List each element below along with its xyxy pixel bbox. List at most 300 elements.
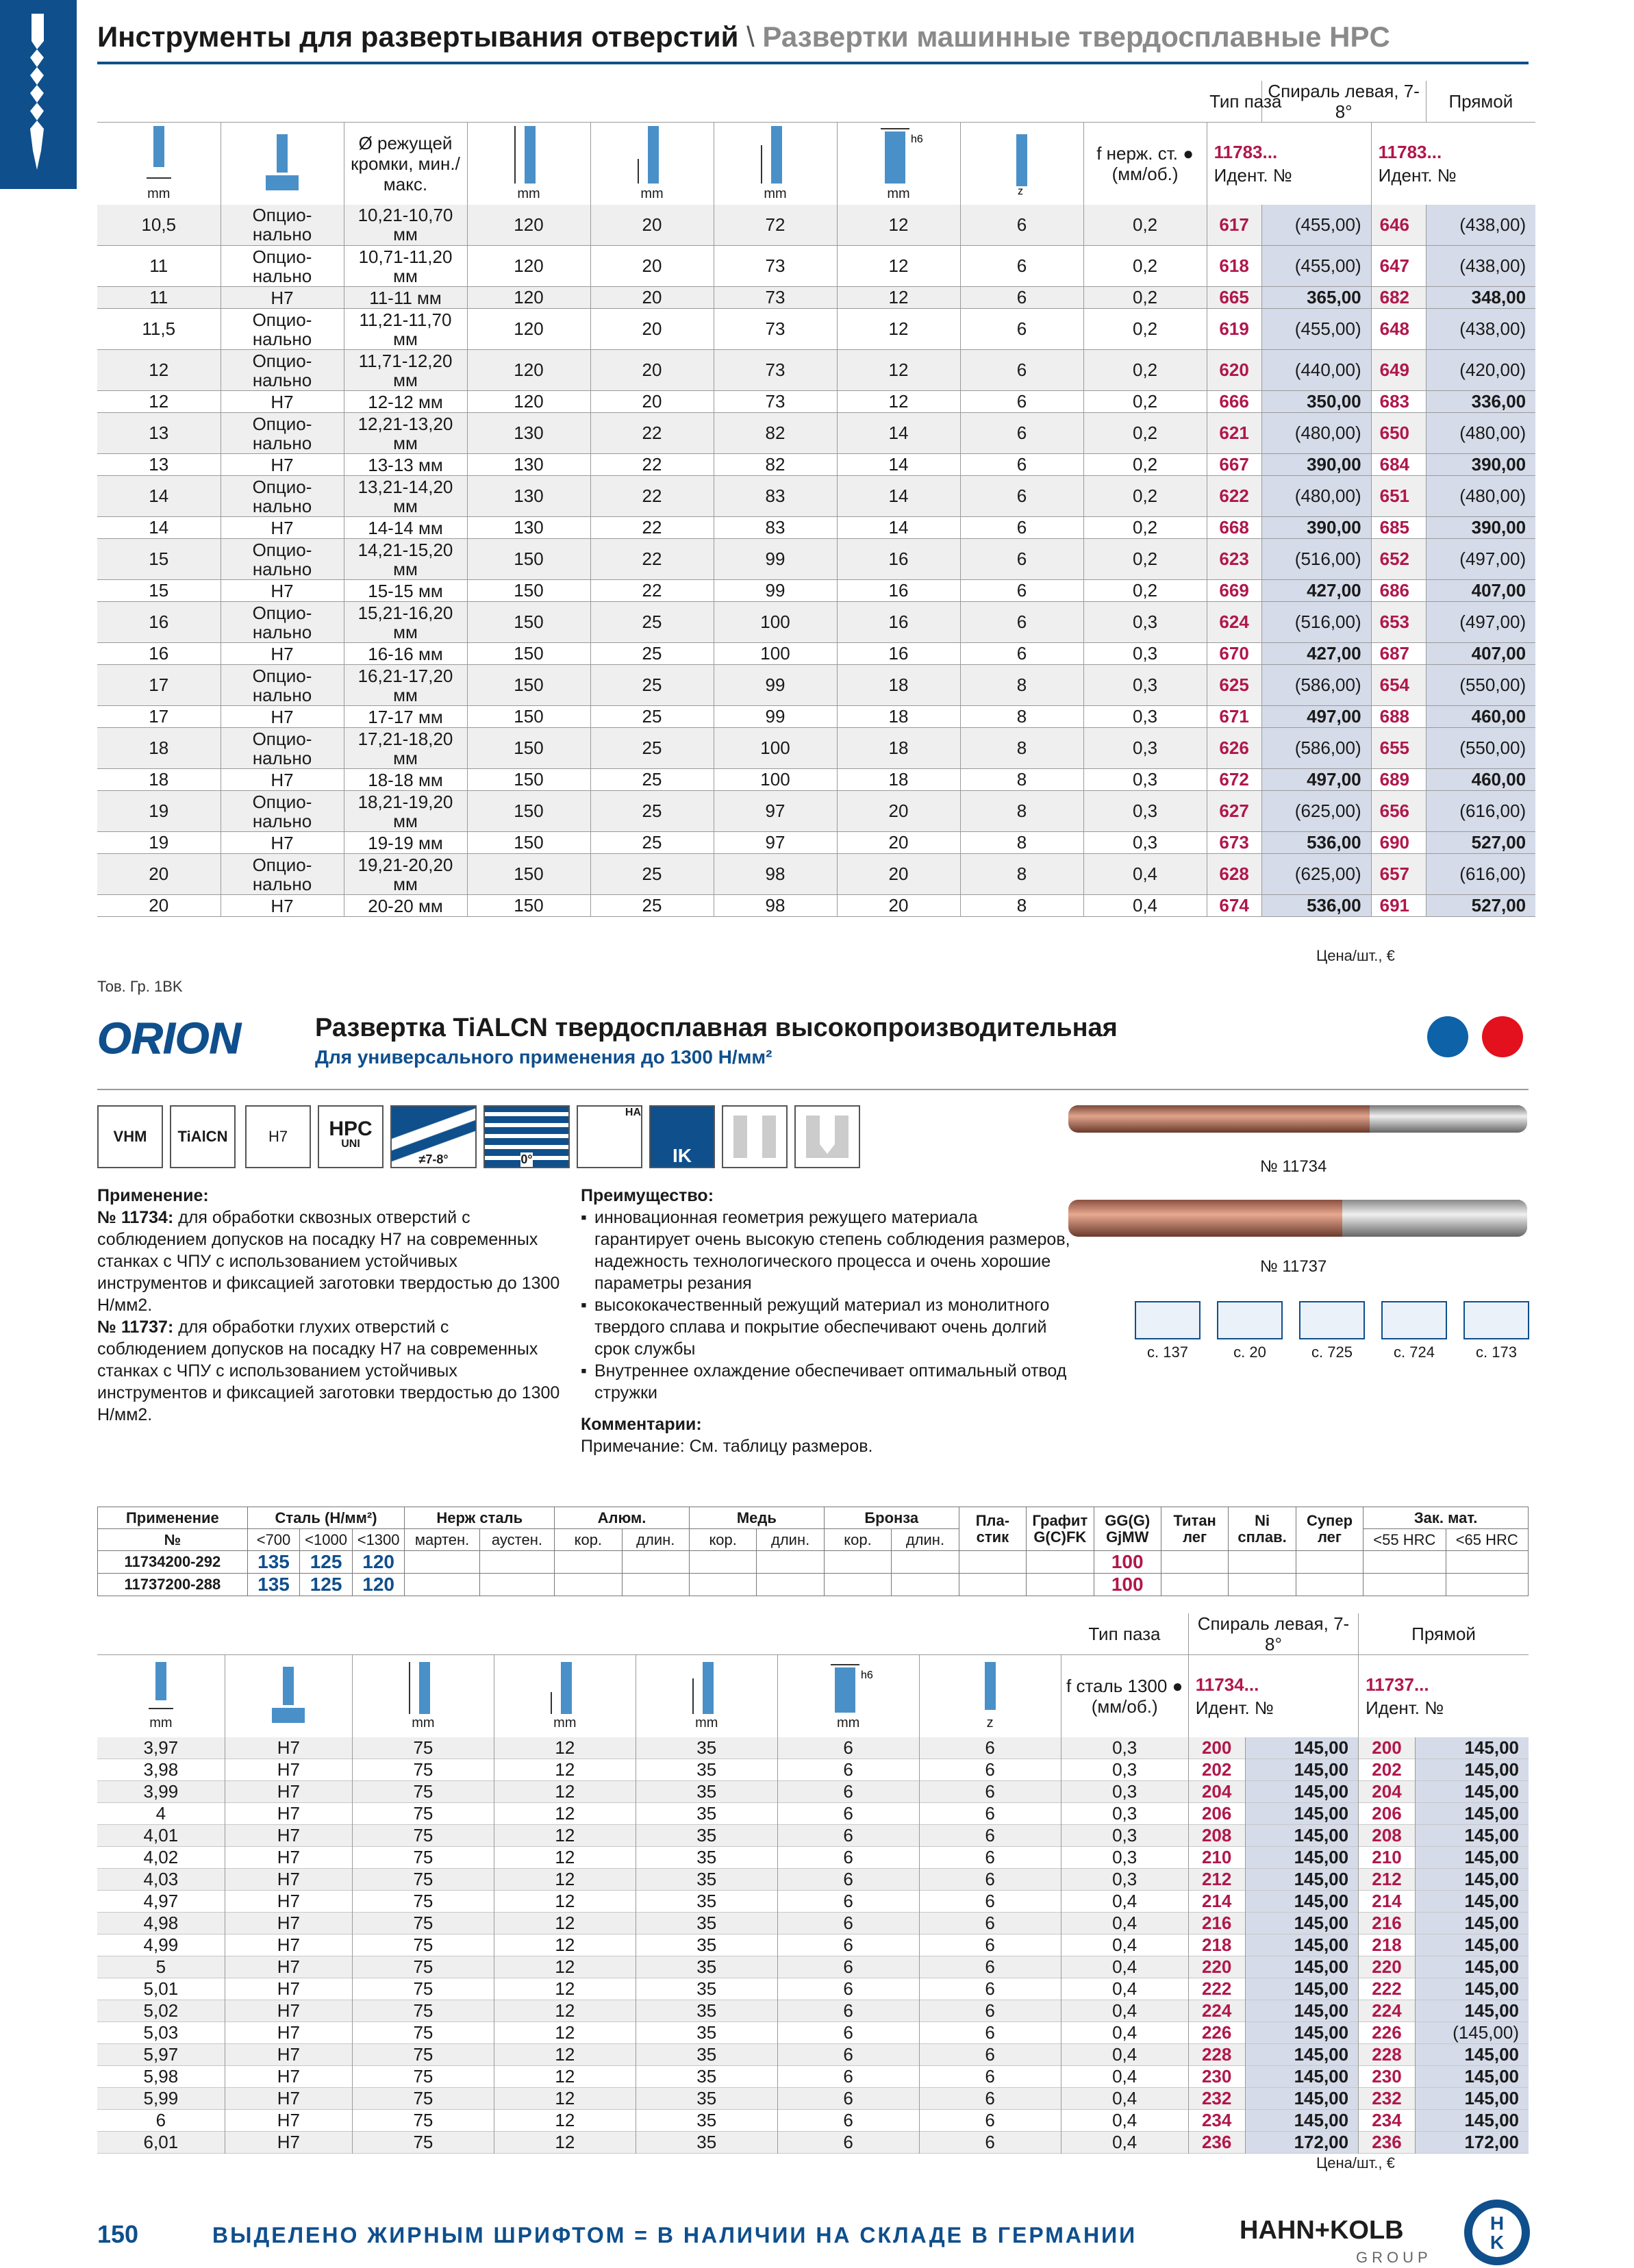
cell-shank-length: 99 [714, 706, 837, 728]
advantage-item: ▪ высококачественный режущий материал из монолитного твердого сплава и покрытие обеспечивают очень долгий срок службы [581, 1294, 1074, 1360]
cell-tolerance: H7 [225, 1978, 352, 2000]
cell-shank-diameter: 20 [837, 791, 960, 832]
cell-feed: 0,4 [1061, 2088, 1188, 2110]
cell-cut-length: 25 [590, 832, 714, 854]
cell-diameter: 4,98 [97, 1913, 225, 1935]
cell-feed: 0,3 [1061, 1869, 1188, 1891]
cell-cut-length: 12 [494, 1891, 636, 1913]
cell-diameter: 4,03 [97, 1869, 225, 1891]
cell-diameter: 15 [97, 539, 221, 580]
ident-left-prefix-3: 11734... [1195, 1674, 1259, 1695]
cell-shank-length: 73 [714, 391, 837, 413]
cell-price-left: 390,00 [1261, 454, 1371, 476]
cell-shank-diameter: 6 [777, 1891, 919, 1913]
cell-price-right: 172,00 [1415, 2132, 1529, 2154]
cell-diameter: 11 [97, 287, 221, 309]
cell-shank-length: 73 [714, 246, 837, 287]
cell-ident-left: 667 [1207, 454, 1261, 476]
cell-shank-length: 98 [714, 854, 837, 895]
cell-total-length: 130 [467, 476, 590, 517]
cell-cut-length: 20 [590, 350, 714, 391]
cell-diameter: 11 [149, 255, 168, 276]
application-heading: Применение: [97, 1186, 209, 1205]
cell-total-length: 150 [467, 791, 590, 832]
cell-range: 14-14 мм [344, 517, 467, 539]
footer-slogan: ВЫДЕЛЕНО ЖИРНЫМ ШРИФТОМ = В НАЛИЧИИ НА СКЛАДЕ В ГЕРМАНИИ [212, 2223, 1137, 2247]
feature-h7 [245, 1105, 311, 1168]
cell-range: 16-16 мм [344, 643, 467, 665]
cell-teeth: 6 [919, 1978, 1061, 2000]
mat-h-gg: GG(G) GjMW [1094, 1507, 1161, 1551]
col-feed-3: f сталь 1300 ● (мм/об.) [1061, 1655, 1188, 1737]
mat-steel-1000: 125 [300, 1574, 353, 1596]
cell-tolerance: Опцио-нально [221, 309, 344, 350]
cell-price-left: (625,00) [1261, 791, 1371, 832]
cell-total-length: 150 [467, 895, 590, 917]
cell-range: 18-18 мм [344, 769, 467, 791]
mat-steel-1300: 120 [352, 1551, 405, 1574]
cell-teeth: 6 [960, 580, 1083, 602]
table-row [97, 1956, 1529, 1978]
cell-ident-left: 620 [1207, 350, 1261, 391]
unit-mm: mm [149, 1715, 173, 1731]
cell-shank-diameter: 6 [777, 2110, 919, 2132]
cut-length-icon-cell [590, 123, 714, 205]
cell-cut-length: 22 [590, 580, 714, 602]
cell-ident-right: 687 [1371, 643, 1426, 665]
cell-price-left: 145,00 [1245, 1759, 1359, 1781]
cell-diameter: 17 [149, 706, 169, 727]
cell-total-length: 75 [352, 2044, 494, 2066]
cell-shank-length: 73 [714, 287, 837, 309]
cell-shank-diameter: 6 [777, 2132, 919, 2154]
mat-sub: <700 [247, 1529, 300, 1551]
cut-length-icon [631, 125, 673, 186]
cell-cut-length: 12 [494, 1913, 636, 1935]
tolerance-icon-cell-3 [225, 1655, 352, 1737]
cell-tolerance: H7 [221, 769, 344, 791]
cell-total-length: 75 [352, 1978, 494, 2000]
cell-cut-length: 12 [494, 1935, 636, 1956]
cell-shank-length: 100 [714, 728, 837, 769]
cell-total-length: 75 [352, 2000, 494, 2022]
cell-shank-diameter: 16 [837, 643, 960, 665]
cell-diameter: 18 [97, 728, 221, 769]
table-row [97, 665, 1535, 706]
ref-info[interactable] [1130, 1301, 1205, 1361]
cell-shank-length: 97 [714, 832, 837, 854]
cell-tolerance: H7 [221, 832, 344, 854]
cell-shank-diameter: 18 [837, 728, 960, 769]
cell-ident-left: 626 [1207, 728, 1261, 769]
cell-shank-diameter: 6 [777, 1913, 919, 1935]
cell-ident-left: 210 [1188, 1847, 1245, 1869]
cell-ident-right: 688 [1371, 706, 1426, 728]
cell-feed: 0,3 [1061, 1847, 1188, 1869]
unit-mm: mm [887, 186, 910, 202]
cell-ident-left: 236 [1188, 2132, 1245, 2154]
cell-feed: 0,2 [1083, 454, 1207, 476]
cell-diameter: 5,03 [143, 2022, 179, 2043]
cell-ident-right: 657 [1371, 854, 1426, 895]
tool-shank-11734 [1370, 1105, 1527, 1133]
cell-price-left: (455,00) [1261, 309, 1371, 350]
cell-shank-length: 35 [636, 2022, 777, 2044]
cell-ident-right: 686 [1371, 580, 1426, 602]
cell-feed: 0,2 [1083, 309, 1207, 350]
cell-feed: 0,4 [1083, 895, 1207, 917]
cell-teeth: 6 [919, 2132, 1061, 2154]
cell-diameter: 20 [149, 895, 169, 916]
cell-tolerance: Опцио-нально [221, 791, 344, 832]
cell-price-left: (586,00) [1261, 665, 1371, 706]
cell-price-left: 145,00 [1245, 1913, 1359, 1935]
col-ident-left [1207, 123, 1371, 205]
feature-hpc [318, 1105, 384, 1168]
cell-ident-right: 652 [1371, 539, 1426, 580]
cell-price-right: (145,00) [1415, 2022, 1529, 2044]
cell-total-length: 150 [467, 539, 590, 580]
cell-shank-length: 83 [714, 517, 837, 539]
cell-price-left: 427,00 [1261, 643, 1371, 665]
ref-cutting-data[interactable] [1459, 1301, 1534, 1361]
table-row [97, 1737, 1529, 1759]
cell-tolerance: H7 [225, 1759, 352, 1781]
cell-teeth: 6 [919, 1847, 1061, 1869]
mat-sub: кор. [689, 1529, 756, 1551]
app1-number: № 11734: [97, 1208, 174, 1227]
cell-range: 17,21-18,20 мм [344, 728, 467, 769]
cell-price-right: 145,00 [1415, 1891, 1529, 1913]
title-separator: \ [746, 21, 755, 53]
holder-icon [1299, 1301, 1365, 1339]
col-ident-left-3 [1188, 1655, 1358, 1737]
table-row [97, 1781, 1529, 1803]
cell-shank-diameter: 18 [837, 769, 960, 791]
col-left-spiral: Спираль левая, 7-8° [1261, 81, 1426, 123]
cell-shank-length: 35 [636, 2088, 777, 2110]
reamer-diameter-icon [145, 125, 173, 186]
cell-total-length: 75 [352, 1737, 494, 1759]
comments-text: Примечание: См. таблицу размеров. [581, 1437, 873, 1456]
page-title [97, 16, 1529, 58]
cell-shank-length: 73 [714, 350, 837, 391]
cell-teeth: 6 [919, 2066, 1061, 2088]
title-main: Инструменты для развертывания отверстий [97, 21, 739, 53]
cell-teeth: 6 [960, 309, 1083, 350]
cell-shank-diameter: 12 [837, 246, 960, 287]
mat-sub: кор. [555, 1529, 622, 1551]
section-tab [0, 0, 77, 189]
cell-ident-right: 651 [1371, 476, 1426, 517]
ref-holder-1-page: с. 725 [1311, 1344, 1353, 1361]
cell-ident-right: 684 [1371, 454, 1426, 476]
cell-shank-length: 35 [636, 2000, 777, 2022]
svg-text:h6: h6 [860, 1670, 873, 1682]
cell-price-right: (550,00) [1426, 728, 1535, 769]
cell-ident-right: 226 [1359, 2022, 1416, 2044]
cell-diameter: 3,99 [97, 1781, 225, 1803]
cell-teeth: 6 [960, 391, 1083, 413]
cell-cut-length: 12 [494, 2132, 636, 2154]
cell-price-right: 527,00 [1426, 832, 1535, 854]
table-row [97, 1978, 1529, 2000]
blind-hole-icon [803, 1113, 851, 1161]
materials-row [98, 1574, 1529, 1596]
mat-steel-700: 135 [247, 1551, 300, 1574]
table-row [97, 2000, 1529, 2022]
ident-right-prefix: 11783... [1378, 141, 1442, 162]
cell-ident-left: 627 [1207, 791, 1261, 832]
ident-left-prefix: 11783... [1214, 141, 1278, 162]
table-row [97, 580, 1535, 602]
cell-total-length: 150 [467, 769, 590, 791]
svg-text:K: K [1490, 2232, 1505, 2253]
cell-shank-length: 72 [714, 205, 837, 246]
cell-price-right: 145,00 [1415, 1737, 1529, 1759]
feature-ha-label: HA [625, 1107, 641, 1118]
goods-group: Тов. Гр. 1BK [97, 978, 183, 995]
cell-cut-length: 22 [590, 517, 714, 539]
cell-diameter: 13 [97, 413, 221, 454]
cell-range: 19-19 мм [344, 832, 467, 854]
cell-teeth: 6 [960, 350, 1083, 391]
shank-diameter-icon-cell-3 [777, 1655, 919, 1737]
mat-sub: кор. [824, 1529, 891, 1551]
cell-ident-right: 646 [1371, 205, 1426, 246]
cell-range: 20-20 мм [344, 895, 467, 917]
teeth-count-icon [1008, 133, 1035, 197]
cell-shank-length: 99 [714, 580, 837, 602]
cell-ident-left: 670 [1207, 643, 1261, 665]
feature-internal-cooling [649, 1105, 715, 1168]
cell-shank-length: 98 [714, 895, 837, 917]
ref-holder-2[interactable] [1377, 1301, 1452, 1361]
cell-feed: 0,3 [1083, 665, 1207, 706]
cell-cut-length: 20 [590, 309, 714, 350]
cell-price-right: (480,00) [1426, 413, 1535, 454]
cell-teeth: 8 [960, 706, 1083, 728]
cell-ident-left: 621 [1207, 413, 1261, 454]
unit-mm: mm [553, 1715, 577, 1731]
cell-diameter: 17 [97, 665, 221, 706]
cell-shank-diameter: 16 [837, 580, 960, 602]
mat-row-no: 11737200-288 [98, 1574, 248, 1596]
cell-ident-left: 208 [1188, 1825, 1245, 1847]
cell-diameter: 6 [155, 2110, 166, 2130]
shank-h6-icon [871, 125, 926, 186]
cell-diameter: 5,02 [97, 2000, 225, 2022]
cell-shank-length: 100 [714, 643, 837, 665]
cell-total-length: 150 [467, 728, 590, 769]
cell-cut-length: 12 [494, 1978, 636, 2000]
cell-price-right: 145,00 [1415, 1847, 1529, 1869]
mat-sub: <1000 [300, 1529, 353, 1551]
cell-total-length: 120 [467, 350, 590, 391]
cell-cut-length: 22 [590, 454, 714, 476]
cell-range: 19,21-20,20 мм [344, 854, 467, 895]
cell-diameter: 4,01 [97, 1825, 225, 1847]
cell-teeth: 6 [960, 205, 1083, 246]
ref-holder-1[interactable] [1294, 1301, 1370, 1361]
shank-length-icon [686, 1661, 727, 1715]
brand-sub: GROUP [1356, 2249, 1432, 2266]
cell-cut-length: 12 [494, 2044, 636, 2066]
cell-teeth: 6 [960, 287, 1083, 309]
cell-teeth: 6 [919, 2110, 1061, 2132]
unit-z: z [986, 1715, 994, 1731]
table-row [97, 2066, 1529, 2088]
cell-diameter: 16 [97, 602, 221, 643]
cell-price-left: 145,00 [1245, 2022, 1359, 2044]
cell-tolerance: H7 [225, 1803, 352, 1825]
cell-price-right: (438,00) [1426, 205, 1535, 246]
cell-price-right: 145,00 [1415, 1913, 1529, 1935]
cell-cut-length: 12 [494, 1825, 636, 1847]
cell-ident-left: 623 [1207, 539, 1261, 580]
cell-shank-length: 99 [714, 665, 837, 706]
table-row [97, 832, 1535, 854]
cell-cut-length: 12 [494, 1847, 636, 1869]
cell-diameter: 5,98 [143, 2066, 179, 2087]
cell-price-right: 145,00 [1415, 2088, 1529, 2110]
shank-h6-icon [821, 1661, 876, 1715]
cell-ident-right: 220 [1359, 1956, 1416, 1978]
cell-shank-diameter: 16 [837, 539, 960, 580]
cell-range: 10,71-11,20 мм [344, 246, 467, 287]
cell-diameter: 5,97 [97, 2044, 225, 2066]
cell-ident-left: 665 [1207, 287, 1261, 309]
cell-teeth: 6 [960, 454, 1083, 476]
cell-feed: 0,2 [1083, 205, 1207, 246]
holder-alt-icon [1381, 1301, 1447, 1339]
cell-price-right: 145,00 [1415, 2044, 1529, 2066]
cell-price-right: 145,00 [1415, 1935, 1529, 1956]
ref-drill[interactable] [1212, 1301, 1287, 1361]
cell-shank-length: 35 [636, 1781, 777, 1803]
cell-tolerance: H7 [225, 1956, 352, 1978]
cell-diameter: 18 [149, 769, 169, 790]
cell-ident-left: 230 [1188, 2066, 1245, 2088]
cell-price-right: 145,00 [1415, 1759, 1529, 1781]
material-dot-blue [1427, 1016, 1468, 1057]
cell-price-left: 497,00 [1261, 769, 1371, 791]
cell-feed: 0,4 [1061, 1956, 1188, 1978]
cell-teeth: 6 [960, 643, 1083, 665]
cell-price-left: 145,00 [1245, 1869, 1359, 1891]
cell-ident-right: 689 [1371, 769, 1426, 791]
cell-ident-right: 690 [1371, 832, 1426, 854]
cell-price-right: 145,00 [1415, 1956, 1529, 1978]
cell-shank-diameter: 6 [777, 1759, 919, 1781]
cell-price-left: 350,00 [1261, 391, 1371, 413]
cell-total-length: 150 [467, 602, 590, 643]
cell-cut-length: 12 [494, 1781, 636, 1803]
cell-tolerance: H7 [221, 517, 344, 539]
cell-ident-left: 666 [1207, 391, 1261, 413]
mat-gg-value: 100 [1094, 1574, 1161, 1596]
cell-range: 10,21-10,70 мм [344, 205, 467, 246]
cell-ident-right: 650 [1371, 413, 1426, 454]
cell-cut-length: 20 [590, 391, 714, 413]
cutting-data-icon [1463, 1301, 1529, 1339]
col-cut-diameter: Ø режущей кромки, мин./макс. [344, 123, 467, 205]
cell-tolerance: Опцио-нально [221, 539, 344, 580]
cell-tolerance: Опцио-нально [221, 246, 344, 287]
cell-ident-right: 204 [1359, 1781, 1416, 1803]
shank-diameter-icon-cell [837, 123, 960, 205]
cell-feed: 0,4 [1083, 854, 1207, 895]
page-header [97, 16, 1529, 64]
cell-shank-diameter: 18 [837, 665, 960, 706]
cell-price-left: 145,00 [1245, 2066, 1359, 2088]
cell-shank-length: 35 [636, 1935, 777, 1956]
cell-total-length: 75 [352, 1913, 494, 1935]
cell-teeth: 8 [960, 791, 1083, 832]
total-length-icon [403, 1661, 444, 1715]
cell-feed: 0,3 [1061, 1781, 1188, 1803]
cell-tolerance: H7 [225, 1891, 352, 1913]
cell-total-length: 75 [352, 1825, 494, 1847]
feature-blind-hole-icon [794, 1105, 860, 1168]
cell-price-left: 145,00 [1245, 2088, 1359, 2110]
cell-shank-diameter: 6 [777, 1869, 919, 1891]
cell-teeth: 8 [960, 769, 1083, 791]
materials-row [98, 1551, 1529, 1574]
total-length-icon-cell-3 [352, 1655, 494, 1737]
cell-teeth: 8 [960, 854, 1083, 895]
ref-drill-page: с. 20 [1233, 1344, 1266, 1361]
cell-teeth: 6 [919, 1869, 1061, 1891]
feature-straight-label: 0° [520, 1152, 533, 1166]
ident-left-label: Идент. № [1214, 164, 1292, 186]
table-row [97, 1759, 1529, 1781]
cell-teeth: 6 [919, 1891, 1061, 1913]
orion-logo-mark [97, 1012, 303, 1061]
advantages-list [581, 1207, 1074, 1404]
feature-ik-label: IK [673, 1145, 692, 1166]
cell-total-length: 150 [467, 580, 590, 602]
cell-price-right: (438,00) [1426, 309, 1535, 350]
cell-price-left: (625,00) [1261, 854, 1371, 895]
app2-number: № 11737: [97, 1318, 174, 1337]
cell-feed: 0,2 [1083, 517, 1207, 539]
material-dot-red [1482, 1016, 1523, 1057]
cell-cut-length: 25 [590, 728, 714, 769]
cell-ident-right: 222 [1359, 1978, 1416, 2000]
cell-cut-length: 25 [590, 602, 714, 643]
cell-tolerance: H7 [225, 2022, 352, 2044]
table-row [97, 895, 1535, 917]
total-length-icon-cell [467, 123, 590, 205]
table-row [97, 287, 1535, 309]
mat-h-titan: Титан лег [1161, 1507, 1228, 1551]
cell-cut-length: 12 [494, 2022, 636, 2044]
cell-shank-diameter: 12 [837, 205, 960, 246]
tool-caption-11734: № 11734 [1260, 1157, 1327, 1176]
cell-range: 15,21-16,20 мм [344, 602, 467, 643]
cell-ident-left: 200 [1188, 1737, 1245, 1759]
cell-ident-right: 210 [1359, 1847, 1416, 1869]
table-row [97, 1935, 1529, 1956]
cell-tolerance: Опцио-нально [221, 728, 344, 769]
mat-h-application: Применение [98, 1507, 248, 1529]
cell-shank-diameter: 6 [777, 2000, 919, 2022]
cell-feed: 0,2 [1083, 476, 1207, 517]
cell-teeth: 8 [960, 832, 1083, 854]
cell-ident-left: 671 [1207, 706, 1261, 728]
cell-feed: 0,3 [1061, 1803, 1188, 1825]
